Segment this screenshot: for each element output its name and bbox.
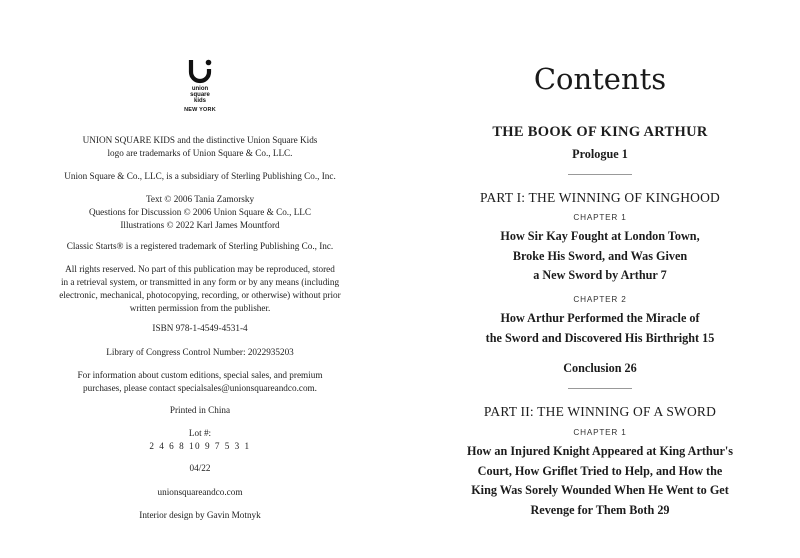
chapter-label: CHAPTER 1 [573,213,627,222]
copyright-line: 2 4 6 8 10 9 7 5 3 1 [149,441,251,451]
design-credit [40,509,360,522]
toc-entry-line: How Sir Kay Fought at London Town, [500,229,700,243]
logo-word: kids [193,98,206,104]
publisher-logo [0,58,400,113]
toc-entry-conclusion: Conclusion 26 [563,361,637,375]
copyright-line: All rights reserved. No part of this publication may be reproduced, stored [65,264,335,274]
toc-entry-line: a New Sword by Arthur 7 [533,268,667,282]
sales-info [40,369,360,395]
copyright-line: For information about custom editions, special sales, and premium [77,370,323,380]
isbn [40,322,360,335]
toc-entry [400,227,800,286]
copyright-line: Classic Starts® is a registered trademark of Sterling Publishing Co., Inc. [66,241,334,251]
contents-page [400,0,800,558]
copyright-line: logo are trademarks of Union Square & Co., LLC. [107,148,293,158]
copyright-line: UNION SQUARE KIDS and the distinctive Union Square Kids [82,135,318,145]
print-date [40,462,360,475]
part-title: PART II: THE WINNING OF A SWORD [483,404,717,419]
rights-notice [40,263,360,315]
book-title: THE BOOK OF KING ARTHUR [492,124,708,140]
toc-entry-line: Court, How Griflet Tried to Help, and How the [477,463,723,478]
toc-entry-line: Revenge for Them Both 29 [530,502,670,517]
lccn [40,346,360,359]
copyright-line: ISBN 978-1-4549-4531-4 [152,323,248,333]
part-title: PART I: THE WINNING OF KINGHOOD [479,190,721,205]
toc-entry [400,309,800,348]
copyright-line: Printed in China [169,405,231,415]
copyright-line: unionsquareandco.com [157,487,243,497]
toc-entry [400,442,800,520]
copyright-line: purchases, please contact specialsales@unionsquareandco.com. [83,383,317,393]
union-square-kids-logo-icon [187,58,213,84]
toc-entry-line: How an Injured Knight Appeared at King Arthur's [466,444,734,458]
toc-entry-line: Broke His Sword, and Was Given [512,248,688,263]
chapter-label: CHAPTER 1 [573,428,627,437]
toc-entry-line: How Arthur Performed the Miracle of [500,311,700,325]
classic-starts-notice [40,240,360,253]
website [40,486,360,499]
copyright-line: Union Square & Co., LLC, is a subsidiary of Sterling Publishing Co., Inc. [64,171,336,181]
logo-city: NEW YORK [184,107,216,113]
lot-number [40,427,360,453]
copyright-line: Questions for Discussion © 2006 Union Square & Co., LLC [88,207,312,217]
chapter-label: CHAPTER 2 [573,295,627,304]
copyright-line: electronic, mechanical, photocopying, recording, or otherwise) without prior [59,290,341,300]
page-title: Contents [533,62,667,96]
divider [568,388,632,389]
logo-word: square [190,92,210,98]
copyright-line: written permission from the publisher. [129,303,271,313]
logo-word: union [191,86,209,92]
credits-block [40,193,360,232]
subsidiary-notice [40,170,360,183]
copyright-line: 04/22 [189,463,211,473]
printed-in [40,404,360,417]
toc-entry-prologue: Prologue 1 [572,147,628,161]
copyright-line: in a retrieval system, or transmitted in any form or by any means (including [60,277,340,287]
copyright-line: Text © 2006 Tania Zamorsky [145,194,255,204]
divider [568,174,632,175]
toc-entry-line: King Was Sorely Wounded When He Went to Get [471,483,729,497]
copyright-line: Lot #: [188,428,212,438]
toc-entry-line: the Sword and Discovered His Birthright 15 [485,330,715,345]
copyright-line: Illustrations © 2022 Karl James Mountford [120,220,280,230]
copyright-line: Library of Congress Control Number: 2022935203 [106,347,294,357]
trademark-notice [40,134,360,160]
copyright-line: Interior design by Gavin Motnyk [139,510,261,520]
